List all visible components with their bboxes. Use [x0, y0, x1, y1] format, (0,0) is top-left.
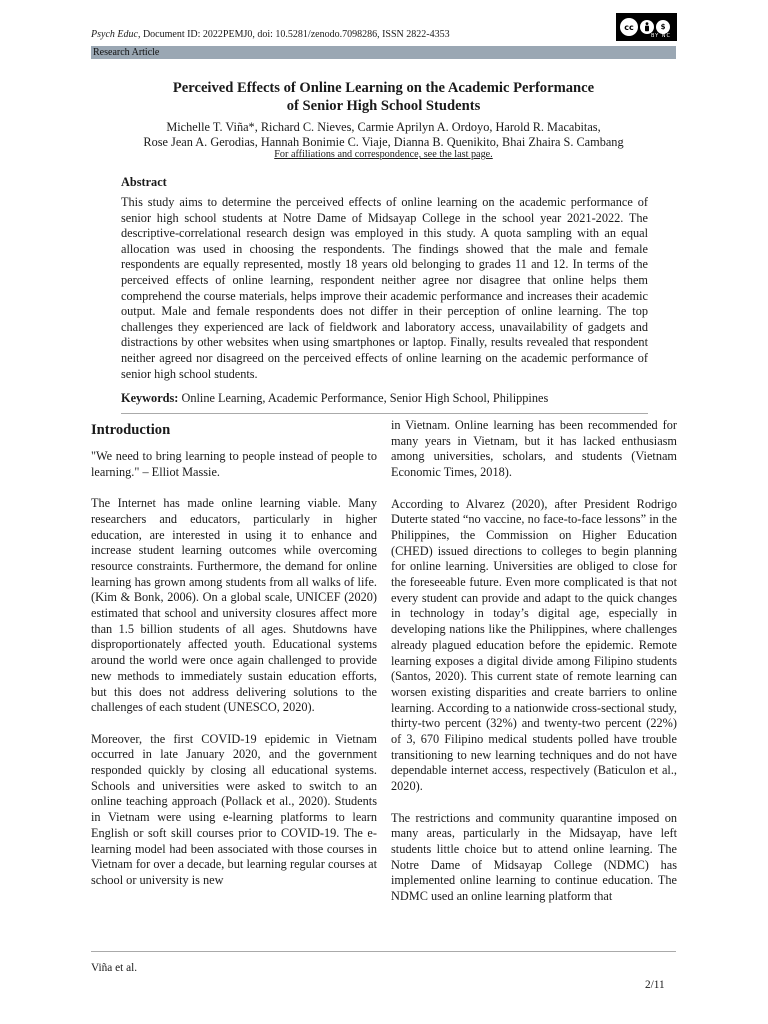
title-line-1: Perceived Effects of Online Learning on the Academic Performance	[172, 80, 595, 96]
cc-icon: cc	[620, 18, 638, 36]
license-text: BY NC	[650, 33, 671, 39]
affiliation-link[interactable]: For affiliations and correspondence, see the last page.	[274, 149, 493, 160]
section-label: Research Article	[93, 47, 160, 58]
paragraph: The restrictions and community quarantine imposed on many areas, particularly in the Midsayap, have left students little choice but to attend online learning. The Notre Dame of Midsayap College (NDMC) has implemented online learning to continue education. The NDMC used an online learning platform that	[391, 810, 677, 904]
citation-info: , Document ID: 2022PEMJ0, doi: 10.5281/zenodo.7098286, ISSN 2822-4353	[137, 29, 450, 40]
keywords-list: Online Learning, Academic Performance, Senior High School, Philippines	[181, 391, 549, 405]
paper-title	[91, 79, 676, 115]
footer-author: Viña et al.	[91, 962, 138, 974]
title-line-2: of Senior High School Students	[286, 98, 481, 114]
paragraph: in Vietnam. Online learning has been recommended for many years in Vietnam, but it has lacked enthusiasm among universities, scholars, and students (Vietnam Economic Times, 2018).	[391, 418, 677, 480]
epigraph-quote: "We need to bring learning to people instead of people to learning." – Elliot Massie.	[91, 449, 377, 479]
authors-line-1: Michelle T. Viña*, Richard C. Nieves, Carmie Aprilyn A. Ordoyo, Harold R. Macabitas,	[166, 120, 601, 134]
author-list	[91, 120, 676, 150]
paragraph: The Internet has made online learning viable. Many researchers and educators, particularly in higher education, are interested in using it to enhance and increase student learning outcomes while overcoming resource constraints. Furthermore, the demand for online learning has grown among students from all walks of life. (Kim & Bonk, 2006). On a global scale, UNICEF (2020) estimated that school and university closures affect more than 1.5 billion students of all ages. Shutdowns have disproportionately affected youth. Educational systems around the world were once again challenged to provide new methods to immediately sustain education efforts, but this does not address delivering solutions to the challenges of each student (UNESCO, 2020).	[91, 496, 377, 715]
paragraph: According to Alvarez (2020), after President Rodrigo Duterte stated “no vaccine, no face-to-face lessons” in the Philippines, the Commission on Higher Education (CHED) issued directions to colleges to begin planning for online learning. Universities are obliged to close for the foreseeable future. Even more complicated is that not every student can provide and adapt to the quick changes in technology in today’s digital age, especially in developing nations like the Philippines, where challenges already plagued education before the epidemic. Remote learning exposes a digital divide among Filipino students (Santos, 2020). This current state of remote learning can worsen existing disparities and create barriers to online learning. According to a nationwide cross-sectional study, thirty-two percent (32%) and twenty-two percent (22%) of 3, 670 Filipino medical students polled have trouble transitioning to new learning techniques and do not have dependable internet access, respectively (Baticulon et al., 2020).	[391, 496, 677, 794]
affiliation-note[interactable]	[91, 149, 676, 160]
nc-icon: $	[656, 20, 670, 34]
abstract-divider	[121, 413, 648, 414]
right-column	[391, 418, 677, 920]
page-number: 2/11	[645, 979, 665, 991]
abstract-heading: Abstract	[121, 175, 167, 189]
by-icon	[640, 20, 654, 34]
footer-divider	[91, 951, 676, 952]
journal-header	[91, 29, 450, 40]
introduction-heading: Introduction	[91, 422, 171, 438]
section-bar	[91, 46, 676, 59]
journal-name: Psych Educ	[91, 29, 138, 40]
keywords-label: Keywords:	[121, 391, 179, 405]
paragraph: Moreover, the first COVID-19 epidemic in Vietnam occurred in late January 2020, and the government responded quickly by closing all educational systems. Schools and universities were asked to switch to an online teaching approach (Pollack et al., 2020). Students in Vietnam were using e-learning platforms to learn English or soft skill courses prior to COVID-19. The e-learning model had been associated with those courses in Vietnam for over a decade, but learning regular courses at school or university is new	[91, 731, 377, 887]
license-badge[interactable]	[616, 13, 677, 41]
authors-line-2: Rose Jean A. Gerodias, Hannah Bonimie C. Viaje, Dianna B. Quenikito, Bhai Zhaira S. Cambang	[143, 135, 624, 149]
keywords	[121, 391, 548, 406]
abstract-text: This study aims to determine the perceived effects of online learning on the academic performance of senior high school students at Notre Dame of Midsayap College in the school year 2021-2022. The descriptive-correlational research design was employed in this study. A quota sampling with an equal allocation was used in choosing the respondents. The findings showed that the male and female respondents are equally represented, mostly 18 years old belonging to grades 11 and 12. In terms of the perceived effects of online learning, respondent neither agree nor disagree that online helps them comprehend the course materials, helps improve their academic performance and increases their academic output. Male and female respondents does not differ in their perception of online learning. The top challenges they experienced are lack of fieldwork and laboratory access, unavailability of gadgets and distractions by other websites when using smartphones or laptop. Finally, results revealed that respondent neither agreed nor disagreed on the perceived effects of online learning on the academic performance of senior high school students.	[121, 195, 648, 381]
left-column	[91, 421, 377, 904]
